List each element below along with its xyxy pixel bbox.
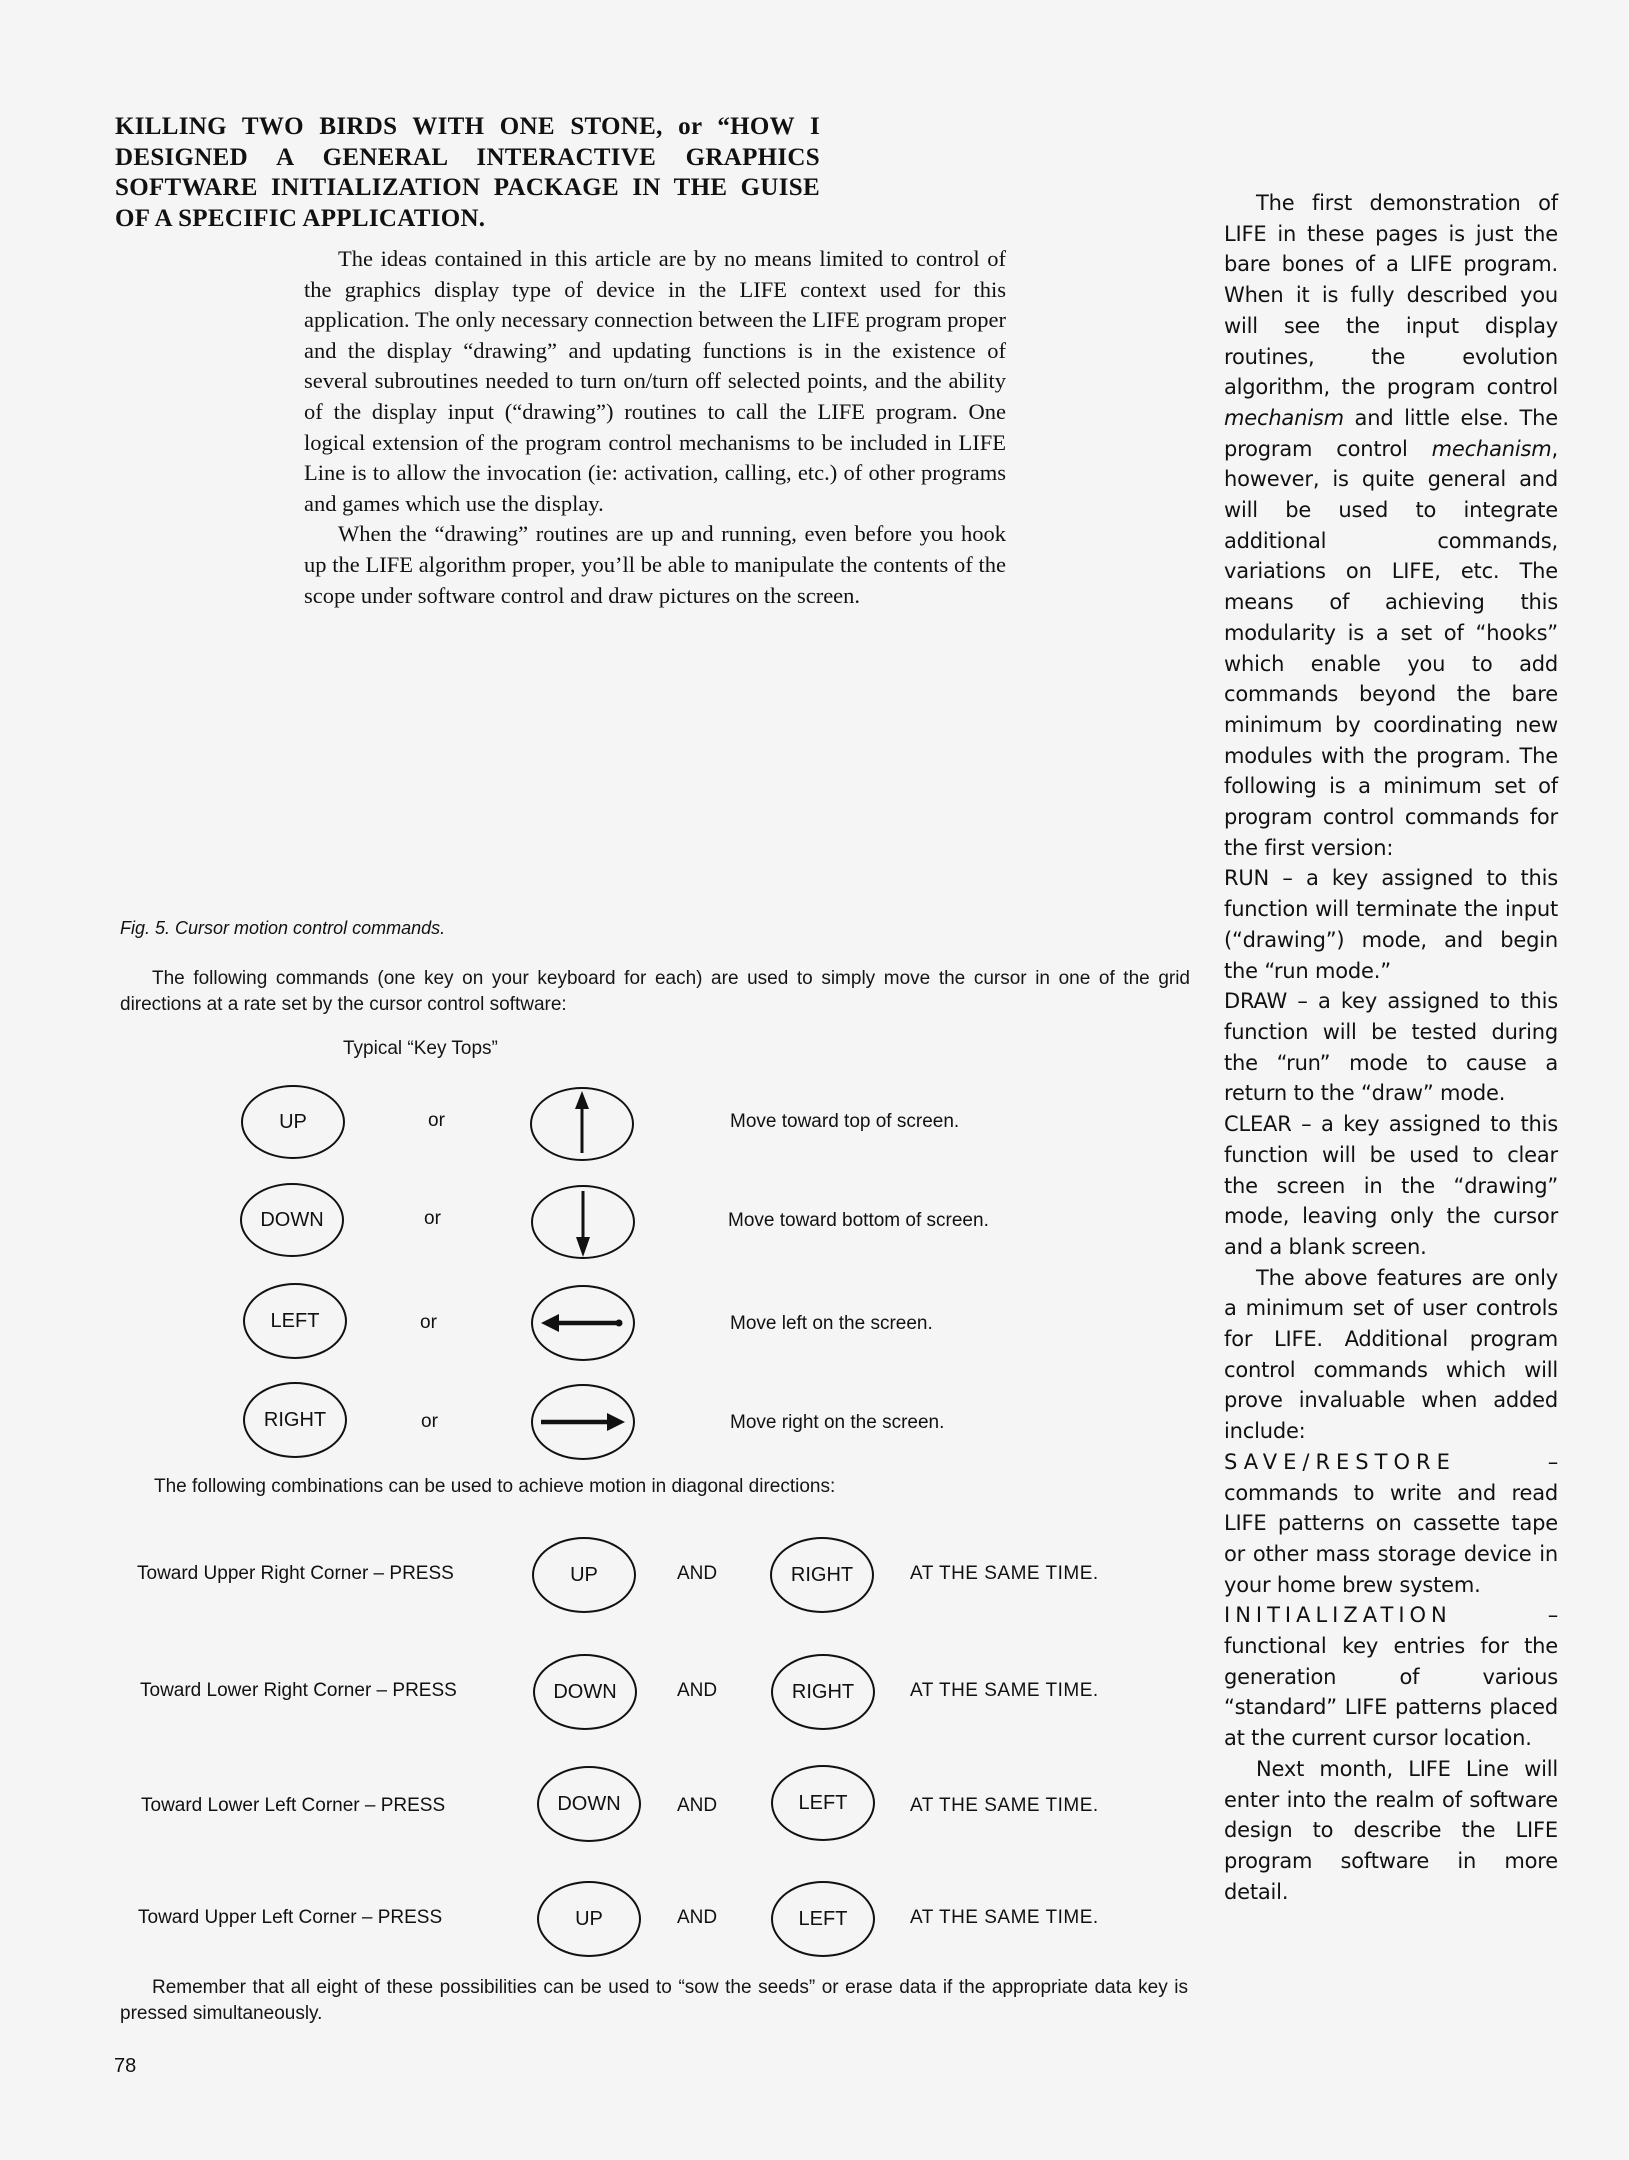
- combo-key-right: RIGHT: [771, 1654, 875, 1730]
- description-right: Move right on the screen.: [730, 1412, 945, 1433]
- command-run: [1224, 863, 1558, 986]
- combo-label-upper-right: Toward Upper Right Corner – PRESS: [137, 1563, 454, 1584]
- description-down: Move toward bottom of screen.: [728, 1210, 989, 1231]
- or-label: or: [420, 1312, 437, 1333]
- right-paragraph-3: Next month, LIFE Line will enter into the realm of software design to describe the LIFE program software in more detail.: [1224, 1756, 1558, 1904]
- same-time-label: AT THE SAME TIME.: [910, 1563, 1099, 1584]
- or-label: or: [424, 1208, 441, 1229]
- text-run: and little else. The program control: [1224, 405, 1558, 461]
- description-left: Move left on the screen.: [730, 1313, 933, 1334]
- figure-footer-note: [120, 1975, 1188, 2027]
- command-name: CLEAR: [1224, 1112, 1292, 1137]
- same-time-label: AT THE SAME TIME.: [910, 1680, 1099, 1701]
- right-paragraph-2: The above features are only a minimum set of user controls for LIFE. Additional program control commands which will prove invaluable when added include:: [1224, 1265, 1558, 1444]
- command-name: DRAW: [1224, 989, 1288, 1014]
- right-paragraph-1: [1224, 188, 1558, 863]
- figure-intro-text: The following commands (one key on your keyboard for each) are used to simply move the cursor in one of the grid directions at a rate set by the cursor control software:: [120, 968, 1190, 1015]
- command-name: INITIALIZATION: [1224, 1603, 1452, 1628]
- and-label: AND: [677, 1680, 718, 1701]
- command-text: – a key assigned to this function will terminate the input (“drawing”) mode, and begin the “run mode.”: [1224, 866, 1558, 983]
- emphasis: mechanism: [1224, 405, 1344, 430]
- combo-key-up: UP: [537, 1881, 641, 1957]
- key-left: LEFT: [243, 1283, 347, 1359]
- command-text: – a key assigned to this function will be used to clear the screen in the “drawing” mode, leaving only the cursor and a blank screen.: [1224, 1112, 1558, 1259]
- command-text: – a key assigned to this function will be tested during the “run” mode to cause a return to the “draw” mode.: [1224, 989, 1558, 1106]
- arrow-down-icon: [531, 1185, 635, 1259]
- command-name: SAVE/RESTORE: [1224, 1449, 1456, 1474]
- and-label: AND: [677, 1907, 718, 1928]
- or-label: or: [428, 1110, 445, 1131]
- text-run: , however, is quite general and will be used to integrate additional commands, variations on LIFE, etc. The means of achieving this modularity is a set of “hooks” which enable you to add commands beyond the bare minimum by coordinating new modules with the program. The following is a minimum set of program control commands for the first version:: [1224, 436, 1558, 860]
- figure-caption: Fig. 5. Cursor motion control commands.: [120, 918, 446, 938]
- title-line-4: OF A SPECIFIC APPLICATION.: [115, 204, 486, 232]
- arrow-right-icon: [531, 1384, 635, 1460]
- footer-note-text: Remember that all eight of these possibilities can be used to “sow the seeds” or erase data if the appropriate data key is pressed simultaneously.: [120, 1977, 1188, 2024]
- same-time-label: AT THE SAME TIME.: [910, 1907, 1099, 1928]
- combo-label-lower-left: Toward Lower Left Corner – PRESS: [141, 1795, 446, 1816]
- right-column: [1224, 188, 1558, 1907]
- command-draw: [1224, 986, 1558, 1109]
- combo-label-upper-left: Toward Upper Left Corner – PRESS: [138, 1907, 443, 1928]
- page-number: 78: [114, 2055, 137, 2077]
- and-label: AND: [677, 1563, 718, 1584]
- arrow-right-key: [531, 1384, 635, 1460]
- arrow-up-key: [530, 1087, 634, 1161]
- combo-label-lower-right: Toward Lower Right Corner – PRESS: [140, 1680, 457, 1701]
- command-name: RUN: [1224, 866, 1270, 891]
- intro-paragraph-1: The ideas contained in this article are by no means limited to control of the graphics display type of device in the LIFE context used for this application. The only necessary connection between the LIFE program proper and the display “drawing” and updating functions is in the existence of several subroutines needed to turn on/turn off selected points, and the ability of the display input (“drawing”) routines to call the LIFE program. One logical extension of the program control mechanisms to be included in LIFE Line is to allow the invocation (ie: activation, calling, etc.) of other programs and games which use the display.: [304, 246, 1006, 516]
- combo-key-left: LEFT: [771, 1765, 875, 1841]
- combo-key-down: DOWN: [533, 1654, 637, 1730]
- title-line-1: KILLING TWO BIRDS WITH ONE STONE, or “HOW I: [115, 113, 820, 140]
- combo-intro: The following combinations can be used to achieve motion in diagonal directions:: [154, 1476, 836, 1497]
- and-label: AND: [677, 1795, 718, 1816]
- command-text: – functional key entries for the generation of various “standard” LIFE patterns placed at the current cursor location.: [1224, 1603, 1558, 1751]
- key-up: UP: [241, 1085, 345, 1159]
- arrow-down-key: [531, 1185, 635, 1259]
- article-title: [115, 112, 820, 234]
- combo-key-down: DOWN: [537, 1766, 641, 1842]
- key-tops-label: Typical “Key Tops”: [343, 1038, 498, 1059]
- arrow-left-key: [531, 1285, 635, 1361]
- same-time-label: AT THE SAME TIME.: [910, 1795, 1099, 1816]
- command-text: – commands to write and read LIFE patterns on cassette tape or other mass storage device in your home brew system.: [1224, 1449, 1558, 1597]
- combo-key-right: RIGHT: [770, 1537, 874, 1613]
- title-line-2: DESIGNED A GENERAL INTERACTIVE GRAPHICS: [115, 143, 820, 171]
- or-label: or: [421, 1411, 438, 1432]
- combo-key-up: UP: [532, 1537, 636, 1613]
- text-run: The first demonstration of LIFE in these pages is just the bare bones of a LIFE program. When it is fully described you will see the input display routines, the evolution algorithm, the program control: [1224, 191, 1558, 400]
- arrow-up-icon: [530, 1087, 634, 1161]
- emphasis: mechanism: [1431, 436, 1552, 461]
- command-save-restore: [1224, 1447, 1558, 1601]
- intro-paragraph-2: When the “drawing” routines are up and running, even before you hook up the LIFE algorithm proper, you’ll be able to manipulate the contents of the scope under software control and draw pictures on the screen.: [304, 521, 1006, 608]
- command-initialization: [1224, 1600, 1558, 1754]
- article-intro: [304, 244, 1006, 611]
- arrow-left-icon: [531, 1285, 635, 1361]
- key-right: RIGHT: [243, 1382, 347, 1458]
- command-clear: [1224, 1109, 1558, 1263]
- combo-key-left: LEFT: [771, 1881, 875, 1957]
- key-down: DOWN: [240, 1183, 344, 1257]
- figure-intro: [120, 966, 1190, 1018]
- title-line-3: SOFTWARE INITIALIZATION PACKAGE IN THE GUISE: [115, 174, 820, 201]
- description-up: Move toward top of screen.: [730, 1111, 960, 1132]
